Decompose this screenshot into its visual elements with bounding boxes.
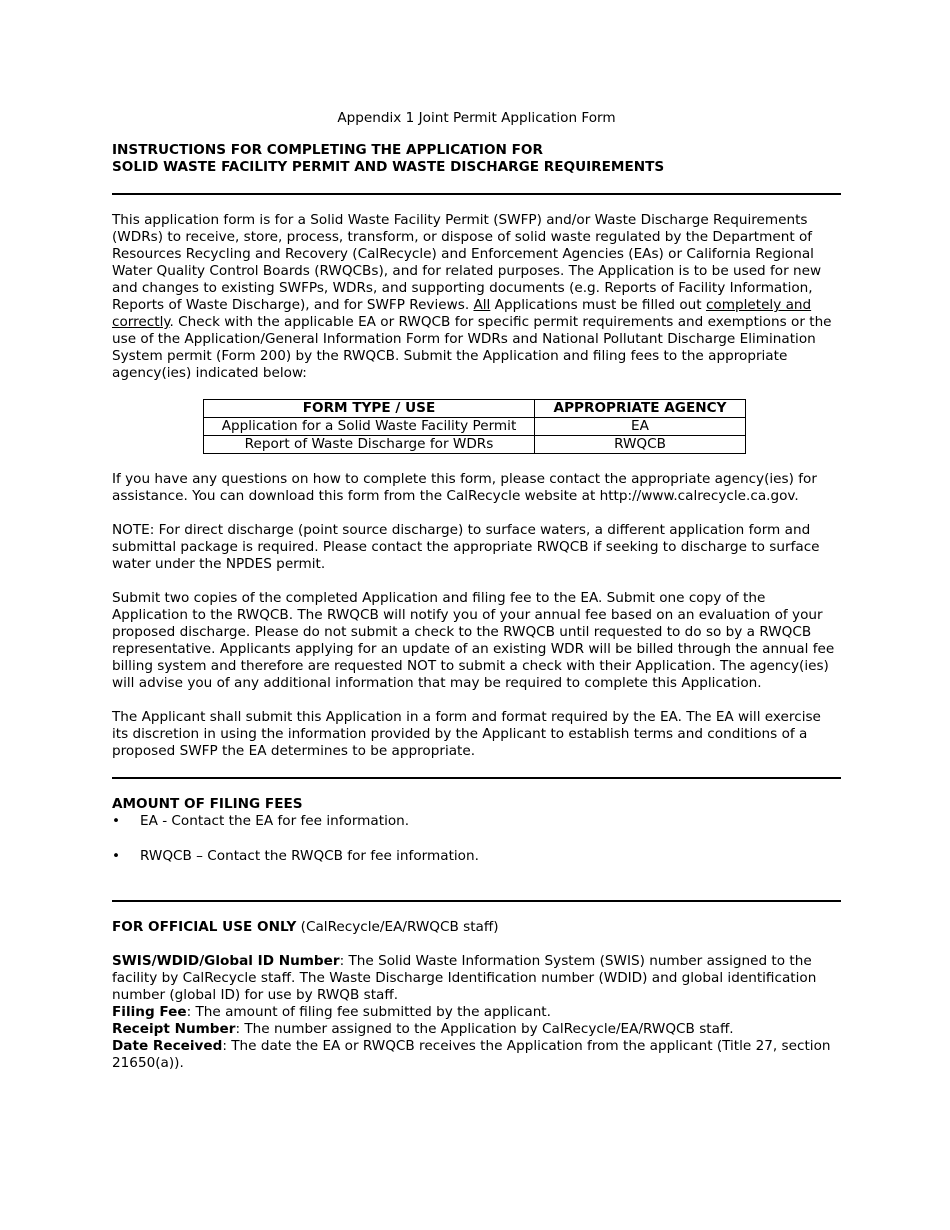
definition-item	[112, 1004, 841, 1021]
intro-text-3: . Check with the applicable EA or RWQCB for specific permit requirements and exemptions or the use of the Application/General Information Form for WDRs and National Pollutant Discharge Elimination System permit (Form 200) by the RWQCB. Submit the Application and filing fees to the appropriate agency(ies) indicated below:	[112, 314, 832, 381]
table-row	[204, 436, 746, 454]
intro-completely-emphasis: completely and correctly	[112, 297, 812, 330]
title-line-2: SOLID WASTE FACILITY PERMIT AND WASTE DISCHARGE REQUIREMENTS	[112, 159, 665, 175]
definition-term: SWIS/WDID/Global ID Number	[112, 953, 340, 969]
table-row	[204, 418, 746, 436]
table-header-row	[204, 400, 746, 418]
column-header-form-type: FORM TYPE / USE	[204, 400, 535, 418]
intro-text-2: Applications must be filled out	[490, 297, 706, 313]
appendix-label: Appendix 1 Joint Permit Application Form	[337, 110, 616, 126]
list-item	[112, 848, 841, 865]
note-paragraph: NOTE: For direct discharge (point source discharge) to surface waters, a different application form and submittal package is required. Please contact the appropriate RWQCB if seeking to discharge to surface water under the NPDES permit.	[112, 522, 820, 572]
section-divider	[112, 900, 841, 902]
definition-term: Receipt Number	[112, 1021, 236, 1037]
definition-text: : The amount of filing fee submitted by the applicant.	[186, 1004, 551, 1020]
intro-paragraph	[112, 212, 841, 382]
official-use-subtitle: (CalRecycle/EA/RWQCB staff)	[296, 919, 499, 935]
table-cell-agency: RWQCB	[535, 436, 746, 454]
bullet-icon: •	[112, 848, 121, 864]
definition-term: Filing Fee	[112, 1004, 187, 1020]
definition-text: : The number assigned to the Application by CalRecycle/EA/RWQCB staff.	[235, 1021, 734, 1037]
fees-list	[112, 813, 841, 865]
title-line-1: INSTRUCTIONS FOR COMPLETING THE APPLICATION FOR	[112, 142, 543, 158]
submit-paragraph: Submit two copies of the completed Application and filing fee to the EA. Submit one copy of the Application to the RWQCB. The RWQCB will notify you of your annual fee based on an evaluation of your proposed discharge. Please do not submit a check to the RWQCB until requested to do so by a RWQCB representative. Applicants applying for an update of an existing WDR will be billed through the annual fee billing system and therefore are requested NOT to submit a check with their Application. The agency(ies) will advise you of any additional information that may be required to complete this Application.	[112, 590, 835, 691]
document-page	[112, 108, 841, 1072]
fee-item-text: RWQCB – Contact the RWQCB for fee information.	[140, 848, 479, 864]
definition-item	[112, 1038, 841, 1072]
list-item	[112, 813, 841, 830]
intro-all-emphasis: All	[473, 297, 491, 313]
column-header-agency: APPROPRIATE AGENCY	[535, 400, 746, 418]
fees-heading: AMOUNT OF FILING FEES	[112, 796, 303, 812]
official-use-heading	[112, 919, 841, 936]
page-title	[112, 142, 841, 176]
table-cell-form-type: Application for a Solid Waste Facility Permit	[204, 418, 535, 436]
official-use-title: FOR OFFICIAL USE ONLY	[112, 919, 297, 935]
section-divider	[112, 193, 841, 195]
intro-text-1: This application form is for a Solid Waste Facility Permit (SWFP) and/or Waste Discharge Requirements (WDRs) to receive, store, process, transform, or dispose of solid waste regulated by the Department of Resources Recycling and Recovery (CalRecycle) and Enforcement Agencies (EAs) or California Regional Water Quality Control Boards (RWQCBs), and for related purposes. The Application is to be used for new and changes to existing SWFPs, WDRs, and supporting documents (e.g. Reports of Facility Information, Reports of Waste Discharge), and for SWFP Reviews.	[112, 212, 822, 313]
agency-table	[203, 399, 746, 454]
definition-item	[112, 953, 841, 1004]
definition-text: : The Solid Waste Information System (SWIS) number assigned to the facility by CalRecycle staff. The Waste Discharge Identification number (WDID) and global identification number (global ID) for use by RWQB staff.	[112, 953, 817, 1003]
questions-paragraph: If you have any questions on how to complete this form, please contact the appropriate agency(ies) for assistance. You can download this form from the CalRecycle website at http://www.calrecycle.ca.gov.	[112, 471, 817, 504]
section-divider	[112, 777, 841, 779]
applicant-paragraph: The Applicant shall submit this Application in a form and format required by the EA. The EA will exercise its discretion in using the information provided by the Applicant to establish terms and conditions of a proposed SWFP the EA determines to be appropriate.	[112, 709, 821, 759]
definition-term: Date Received	[112, 1038, 223, 1054]
definitions-list	[112, 953, 841, 1072]
table-cell-agency: EA	[535, 418, 746, 436]
definition-item	[112, 1021, 841, 1038]
table-cell-form-type: Report of Waste Discharge for WDRs	[204, 436, 535, 454]
definition-text: : The date the EA or RWQCB receives the Application from the applicant (Title 27, section 21650(a)).	[112, 1038, 831, 1071]
fee-item-text: EA - Contact the EA for fee information.	[140, 813, 410, 829]
bullet-icon: •	[112, 813, 121, 829]
